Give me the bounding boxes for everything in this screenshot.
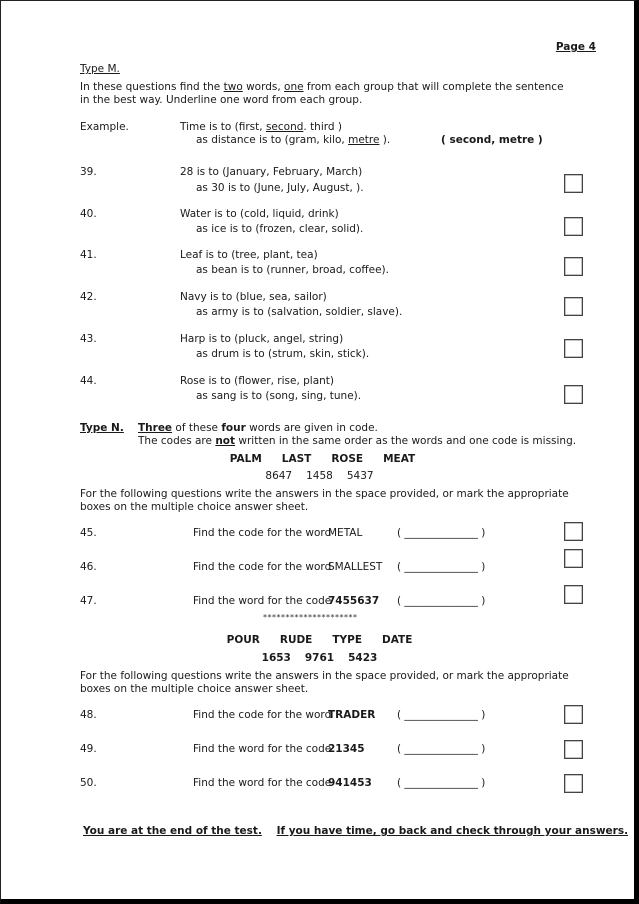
question-line-2: as sang is to (song, sing, tune).: [196, 390, 362, 402]
question-number: 44.: [80, 375, 97, 387]
question-number: 41.: [80, 249, 97, 261]
code-value: 8647: [265, 470, 293, 482]
answer-checkbox-45[interactable]: [564, 522, 583, 541]
question-prompt: Find the code for the word: [193, 527, 332, 539]
type-m-instructions: [80, 81, 570, 107]
question-value: METAL: [328, 527, 363, 539]
code-word: DATE: [382, 634, 413, 646]
intro-text: of these: [172, 422, 222, 434]
example-underlined-word: metre: [348, 134, 380, 146]
example-text: ).: [379, 134, 391, 146]
answer-blank-47[interactable]: ( ______________ ): [397, 595, 486, 607]
instructions-text: In these questions find the: [80, 81, 224, 93]
question-line-1: Water is to (cold, liquid, drink): [180, 208, 339, 220]
codes-set-2: [0, 652, 639, 664]
question-prompt: Find the word for the code: [193, 743, 332, 755]
intro-text: The codes are: [138, 435, 216, 447]
intro-emphasis-three: Three: [138, 422, 173, 434]
answer-checkbox-46[interactable]: [564, 549, 583, 568]
question-value: 941453: [328, 777, 372, 789]
question-number: 46.: [80, 561, 97, 573]
answer-checkbox-40[interactable]: [564, 217, 583, 236]
instructions-emphasis-two: two: [223, 81, 243, 93]
example-text: as distance is to (gram, kilo,: [196, 134, 349, 146]
code-word: MEAT: [383, 453, 416, 465]
type-n-intro-line-1: [138, 422, 378, 434]
example-line-1: [180, 121, 342, 133]
question-prompt: Find the word for the code: [193, 777, 332, 789]
answer-blank-48[interactable]: ( ______________ ): [397, 709, 486, 721]
code-value: 9761: [304, 652, 335, 664]
code-value: 5437: [346, 470, 374, 482]
question-line-2: as drum is to (strum, skin, stick).: [196, 348, 370, 360]
question-line-2: as bean is to (runner, broad, coffee).: [196, 264, 389, 276]
question-number: 39.: [80, 166, 97, 178]
intro-text: words are given in code.: [245, 422, 378, 434]
answer-checkbox-48[interactable]: [564, 705, 583, 724]
question-number: 40.: [80, 208, 97, 220]
answer-checkbox-44[interactable]: [564, 385, 583, 404]
type-n-intro-line-2: [138, 435, 576, 447]
page-number: Page 4: [555, 41, 596, 53]
question-number: 47.: [80, 595, 97, 607]
code-words-set-2: [0, 634, 639, 646]
answer-checkbox-50[interactable]: [564, 774, 583, 793]
separator: *********************: [263, 613, 358, 622]
question-number: 43.: [80, 333, 97, 345]
example-text: . third ): [303, 121, 342, 133]
example-label: Example.: [80, 121, 129, 133]
question-value: TRADER: [328, 709, 376, 721]
example-underlined-word: second: [265, 121, 304, 133]
instructions-text: words,: [242, 81, 285, 93]
question-prompt: Find the code for the word: [193, 709, 332, 721]
question-number: 48.: [80, 709, 97, 721]
intro-emphasis-four: four: [221, 422, 246, 434]
code-word: LAST: [281, 453, 312, 465]
question-number: 50.: [80, 777, 97, 789]
code-words-set-1: [3, 453, 639, 465]
answer-blank-49[interactable]: ( ______________ ): [397, 743, 486, 755]
code-word: PALM: [229, 453, 262, 465]
example-answer: ( second, metre ): [441, 134, 543, 146]
question-prompt: Find the word for the code: [193, 595, 332, 607]
section-title-type-m: Type M.: [80, 63, 120, 75]
answer-checkbox-41[interactable]: [564, 257, 583, 276]
question-number: 49.: [80, 743, 97, 755]
question-value: SMALLEST: [328, 561, 383, 573]
codes-set-1: [0, 470, 639, 482]
answer-checkbox-42[interactable]: [564, 297, 583, 316]
question-line-2: as 30 is to (June, July, August, ).: [196, 182, 364, 194]
example-line-2: [196, 134, 390, 146]
question-line-1: 28 is to (January, February, March): [180, 166, 363, 178]
answer-checkbox-43[interactable]: [564, 339, 583, 358]
intro-emphasis-not: not: [215, 435, 236, 447]
code-word: RUDE: [279, 634, 313, 646]
question-number: 45.: [80, 527, 97, 539]
type-n-instructions-2: For the following questions write the answers in the space provided, or mark the appropriate boxes on the multiple choice answer sheet.: [80, 670, 569, 695]
intro-text: written in the same order as the words and one code is missing.: [235, 435, 577, 447]
example-text: Time is to (first,: [180, 121, 266, 133]
instructions-emphasis-one: one: [284, 81, 304, 93]
code-word: ROSE: [331, 453, 364, 465]
answer-checkbox-39[interactable]: [564, 174, 583, 193]
answer-checkbox-49[interactable]: [564, 740, 583, 759]
question-line-1: Harp is to (pluck, angel, string): [180, 333, 344, 345]
footer-text-check: If you have time, go back and check through your answers.: [276, 825, 629, 837]
code-word: TYPE: [332, 634, 362, 646]
question-line-1: Leaf is to (tree, plant, tea): [180, 249, 318, 261]
answer-blank-45[interactable]: ( ______________ ): [397, 527, 486, 539]
question-line-2: as army is to (salvation, soldier, slave).: [196, 306, 403, 318]
footer-text-end: You are at the end of the test.: [83, 825, 262, 837]
question-line-1: Navy is to (blue, sea, sailor): [180, 291, 327, 303]
section-title-type-n: Type N.: [80, 422, 124, 434]
type-n-instructions-1: For the following questions write the answers in the space provided, or mark the appropriate boxes on the multiple choice answer sheet.: [80, 488, 569, 513]
instructions-text: from each group that will complete the sentence in the best way. Underline one word from each group.: [80, 81, 564, 106]
code-word: POUR: [226, 634, 260, 646]
question-line-1: Rose is to (flower, rise, plant): [180, 375, 335, 387]
question-line-2: as ice is to (frozen, clear, solid).: [196, 223, 364, 235]
question-value: 7455637: [328, 595, 380, 607]
end-of-test-footer: [83, 825, 628, 837]
answer-checkbox-47[interactable]: [564, 585, 583, 604]
question-number: 42.: [80, 291, 97, 303]
answer-blank-50[interactable]: ( ______________ ): [397, 777, 486, 789]
code-value: 1653: [261, 652, 291, 664]
answer-blank-46[interactable]: ( ______________ ): [397, 561, 486, 573]
code-value: 1458: [306, 470, 333, 482]
question-prompt: Find the code for the word: [193, 561, 332, 573]
code-value: 5423: [348, 652, 378, 664]
question-value: 21345: [328, 743, 365, 755]
